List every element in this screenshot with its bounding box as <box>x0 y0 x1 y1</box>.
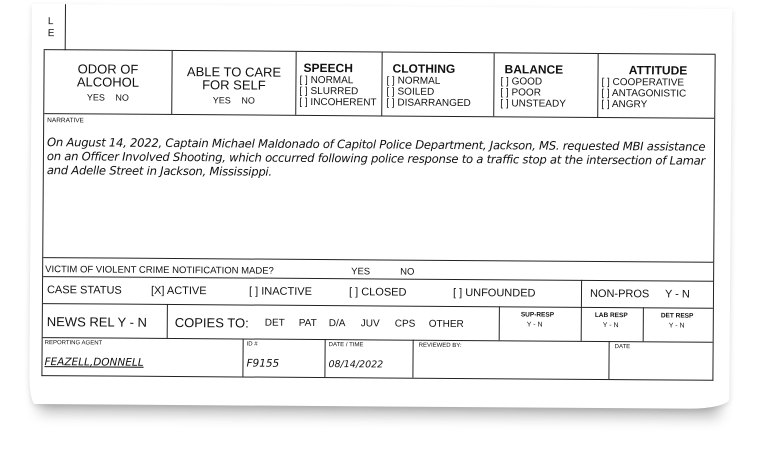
lab-resp-yn: Y - N <box>602 321 619 330</box>
reviewed-by-label: REVIEWED BY: <box>418 342 462 350</box>
copies-da: D/A <box>328 318 346 330</box>
clothing-title: CLOTHING <box>392 61 456 76</box>
copies-to-label: COPIES TO: <box>174 315 249 331</box>
lab-resp-label: LAB RESP <box>594 311 628 320</box>
case-status-label: CASE STATUS <box>46 284 122 297</box>
balance-title: BALANCE <box>504 62 564 77</box>
attitude-option: [ ] ANGRY <box>601 98 648 111</box>
care-yes: YES <box>212 95 231 106</box>
reporting-agent-value: FEAZELL,DONNELL <box>44 356 144 369</box>
copies-juv: JUV <box>360 318 380 330</box>
id-label: ID # <box>246 341 258 348</box>
date-time-value: 08/14/2022 <box>328 359 384 371</box>
document-page <box>29 4 732 409</box>
attitude-option: [ ] ANTAGONISTIC <box>601 87 687 100</box>
speech-cell <box>296 52 382 116</box>
report-form <box>44 4 716 371</box>
speech-option: [ ] INCOHERENT <box>299 96 377 109</box>
copies-det: DET <box>264 317 285 329</box>
clothing-option: [ ] DISARRANGED <box>386 97 471 110</box>
attitude-cell <box>598 54 714 118</box>
sup-resp-yes-no <box>527 321 543 328</box>
balance-cell <box>494 53 598 117</box>
status-unfounded: [ ] UNFOUNDED <box>452 286 536 300</box>
clothing-option: [ ] SOILED <box>386 86 435 98</box>
agent-row-top-line <box>43 337 713 343</box>
balance-option: [ ] GOOD <box>500 76 543 88</box>
clothing-option: [ ] NORMAL <box>386 75 441 87</box>
nonpros-divider <box>581 280 582 307</box>
case-status-top-line <box>43 276 713 282</box>
det-resp-divider <box>643 307 644 341</box>
narrative-label: NARRATIVE <box>47 117 84 125</box>
clothing-cell <box>382 52 494 116</box>
observation-row <box>44 50 714 119</box>
news-release-label: NEWS REL Y - N <box>46 314 148 330</box>
attitude-option: [ ] COOPERATIVE <box>601 76 685 89</box>
sup-resp-divider <box>499 306 500 340</box>
news-row-top-line <box>43 303 713 309</box>
odor-yes-no <box>44 92 171 103</box>
det-resp-yes-no <box>669 322 685 329</box>
balance-option: [ ] POOR <box>500 87 541 99</box>
top-strip <box>44 4 716 55</box>
speech-option: [ ] SLURRED <box>299 85 359 98</box>
copies-cps: CPS <box>394 318 416 330</box>
odor-of-alcohol-cell <box>44 50 172 114</box>
odor-title-1: ODOR OF <box>77 61 139 77</box>
odor-yes: YES <box>86 92 105 103</box>
status-active: [X] ACTIVE <box>150 284 207 298</box>
copies-pat: PAT <box>298 317 317 329</box>
care-no: NO <box>241 95 255 106</box>
top-letter-box <box>44 4 66 50</box>
id-divider <box>242 338 243 376</box>
narrative-text: On August 14, 2022, Captain Michael Maldonado of Capitol Police Department, Jackson, MS. requested MBI assistance on an Officer Involved Shooting, which occurred following police response to a traffic stop at the intersection of Lamar and Adelle Street in Jackson, Mississippi. <box>46 135 706 179</box>
top-letter-1: L <box>47 16 54 28</box>
care-title-1: ABLE TO CARE <box>186 64 282 80</box>
victim-yes: YES <box>351 266 371 278</box>
care-title-2: FOR SELF <box>202 77 266 93</box>
able-to-care-cell <box>172 51 296 115</box>
victim-no: NO <box>400 266 415 278</box>
non-pros-yes-no: Y - N <box>664 288 690 301</box>
speech-title: SPEECH <box>303 60 353 76</box>
victim-notification-label: VICTIM OF VIOLENT CRIME NOTIFICATION MADE? <box>45 264 274 277</box>
victim-row-top-line <box>43 257 713 263</box>
date-label: DATE <box>614 344 631 351</box>
lab-resp-divider <box>581 307 582 341</box>
sup-resp-yn: Y - N <box>526 321 543 329</box>
det-resp-label: DET RESP <box>660 312 694 320</box>
status-closed: [ ] CLOSED <box>348 286 407 299</box>
top-letter-2: E <box>47 28 55 40</box>
lab-resp-yes-no <box>603 322 619 329</box>
sup-resp-label: SUP-RESP <box>520 311 555 319</box>
date-divider <box>608 341 609 379</box>
news-divider <box>167 304 168 338</box>
speech-option: [ ] NORMAL <box>299 74 354 87</box>
balance-option: [ ] UNSTEADY <box>500 98 566 110</box>
date-time-label: DATE / TIME <box>328 342 364 349</box>
form-frame <box>41 50 715 381</box>
reporting-agent-label: REPORTING AGENT <box>44 340 103 347</box>
det-resp-yn: Y - N <box>668 322 685 330</box>
odor-no: NO <box>115 92 129 103</box>
status-inactive: [ ] INACTIVE <box>248 285 313 298</box>
copies-other: OTHER <box>428 318 464 331</box>
reviewed-by-divider <box>412 340 413 378</box>
odor-title-2: ALCOHOL <box>76 74 140 90</box>
attitude-title: ATTITUDE <box>628 63 688 78</box>
date-time-divider <box>324 339 325 377</box>
care-yes-no <box>172 95 295 106</box>
non-pros-label: NON-PROS <box>589 287 650 301</box>
id-value: F9155 <box>246 357 280 370</box>
